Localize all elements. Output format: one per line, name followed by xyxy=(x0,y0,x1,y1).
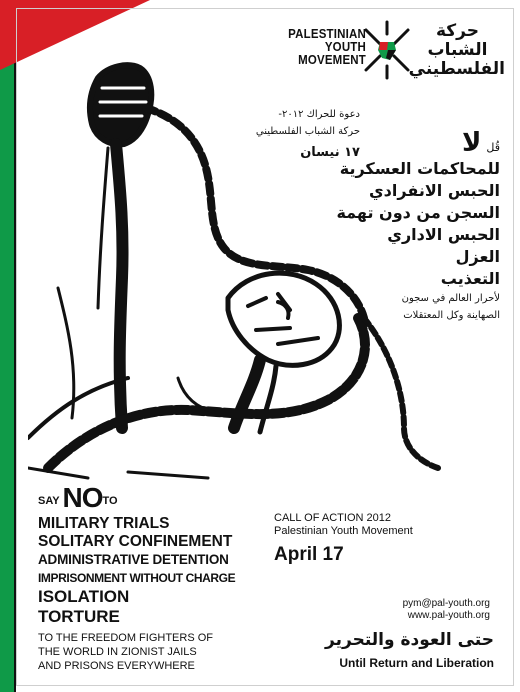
call-of-action xyxy=(274,512,494,566)
arabic-item: السجن من دون تهمة xyxy=(336,203,500,222)
arabic-item: الحبس الانفرادي xyxy=(369,181,500,200)
english-item: MILITARY TRIALS xyxy=(38,515,170,532)
arabic-tail-line2: الصهاينة وكل المعتقلات xyxy=(403,310,500,321)
logo-en-line1: PALESTINIAN xyxy=(288,27,366,41)
arabic-date-line2: حركة الشباب الفلسطيني xyxy=(255,126,360,137)
arabic-item: العزل xyxy=(455,247,500,266)
arabic-no: لا xyxy=(461,128,482,158)
logo-en-line3: MOVEMENT xyxy=(298,53,366,67)
logo-ar-line3: الفلسطيني xyxy=(408,59,505,79)
english-tail-line: AND PRISONS EVERYWHERE xyxy=(38,660,195,672)
contact-info xyxy=(340,598,490,622)
slogan-english: Until Return and Liberation xyxy=(339,656,494,670)
slogan-arabic: حتى العودة والتحرير xyxy=(325,630,494,650)
arabic-demands-list xyxy=(300,128,500,324)
english-to: TO xyxy=(102,495,118,507)
arabic-item: الحبس الاداري xyxy=(387,225,500,244)
logo-ar-line2: الشباب xyxy=(427,40,488,60)
english-say: SAY xyxy=(38,495,60,507)
arabic-tail-line1: لأحرار العالم في سجون xyxy=(401,293,500,304)
contact-web: www.pal-youth.org xyxy=(407,610,490,621)
contact-email: pym@pal-youth.org xyxy=(402,598,490,609)
call-line1: CALL OF ACTION 2012 xyxy=(274,512,391,524)
english-demands-list xyxy=(38,484,278,673)
call-date: April 17 xyxy=(274,544,344,565)
arabic-say: قُل xyxy=(486,141,500,154)
arabic-date-line3: ١٧ نيسان xyxy=(300,145,360,160)
english-no: NO xyxy=(62,482,103,513)
flag-green-stripe xyxy=(0,0,14,692)
english-item: TORTURE xyxy=(38,607,120,626)
arabic-item: للمحاكمات العسكرية xyxy=(339,159,500,178)
arabic-item: التعذيب xyxy=(440,269,500,288)
english-item: ADMINISTRATIVE DETENTION xyxy=(38,552,229,567)
arabic-date-line1: دعوة للحراك ٢٠١٢- xyxy=(278,109,360,120)
flag-black-stripe xyxy=(14,0,16,692)
english-item: ISOLATION xyxy=(38,587,130,606)
logo-ar-line1: حركة xyxy=(435,21,480,41)
english-say-no-to xyxy=(38,484,278,515)
english-item: IMPRISONMENT WITHOUT CHARGE xyxy=(38,571,236,585)
call-line2: Palestinian Youth Movement xyxy=(274,525,413,537)
english-tail-line: TO THE FREEDOM FIGHTERS OF xyxy=(38,632,213,644)
english-item: SOLITARY CONFINEMENT xyxy=(38,533,233,550)
english-tail xyxy=(38,631,278,673)
english-tail-line: THE WORLD IN ZIONIST JAILS xyxy=(38,646,197,658)
logo-en-line2: YOUTH xyxy=(324,40,366,54)
